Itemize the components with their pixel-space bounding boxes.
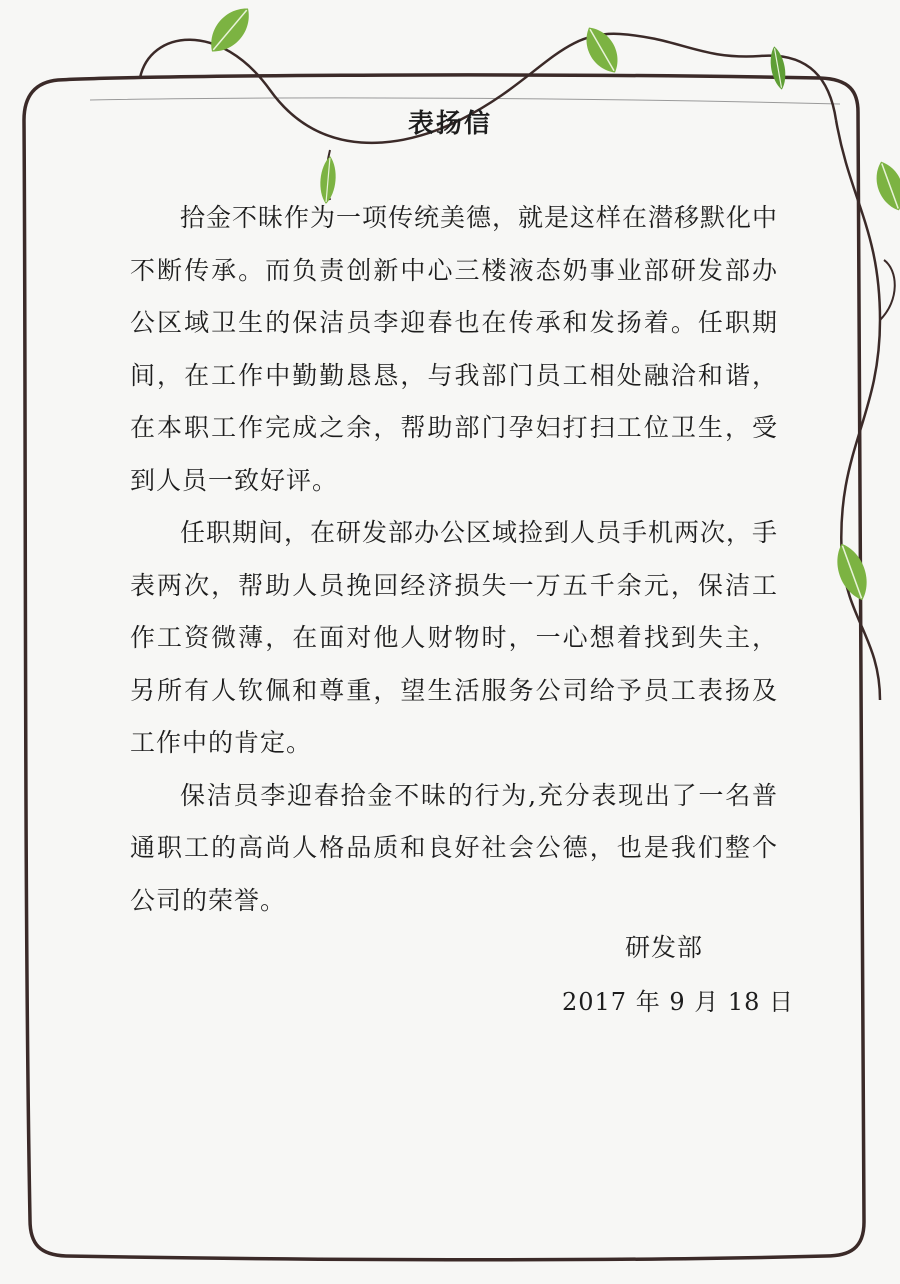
paragraph: 任职期间，在研发部办公区域捡到人员手机两次，手表两次，帮助人员挽回经济损失一万五千余元，保洁工作工资微薄，在面对他人财物时，一心想着找到失主，另所有人钦佩和尊重，望生活服务公司给予员工表扬及工作中的肯定。 [130,518,779,757]
signature-department: 研发部 [625,933,704,962]
leaf-icon [870,157,900,214]
leaf-icon [768,45,789,91]
leaf-icon [578,21,626,79]
letter-title: 表扬信 [407,109,492,139]
signature-date: 2017 年 9 月 18 日 [562,988,795,1016]
letter-body [130,192,778,927]
leaf-icon [830,539,874,604]
paragraph: 拾金不昧作为一项传统美德，就是这样在潜移默化中不断传承。而负责创新中心三楼液态奶事业部研发部办公区域卫生的保洁员李迎春也在传承和发扬着。任职期间，在工作中勤勤恳恳，与我部门员工相处融洽和谐，在本职工作完成之余，帮助部门孕妇打扫工位卫生，受到人员一致好评。 [130,203,779,495]
paragraph: 保洁员李迎春拾金不昧的行为,充分表现出了一名普通职工的高尚人格品质和良好社会公德，也是我们整个公司的荣誉。 [130,780,778,915]
vine-tendril [880,260,895,320]
